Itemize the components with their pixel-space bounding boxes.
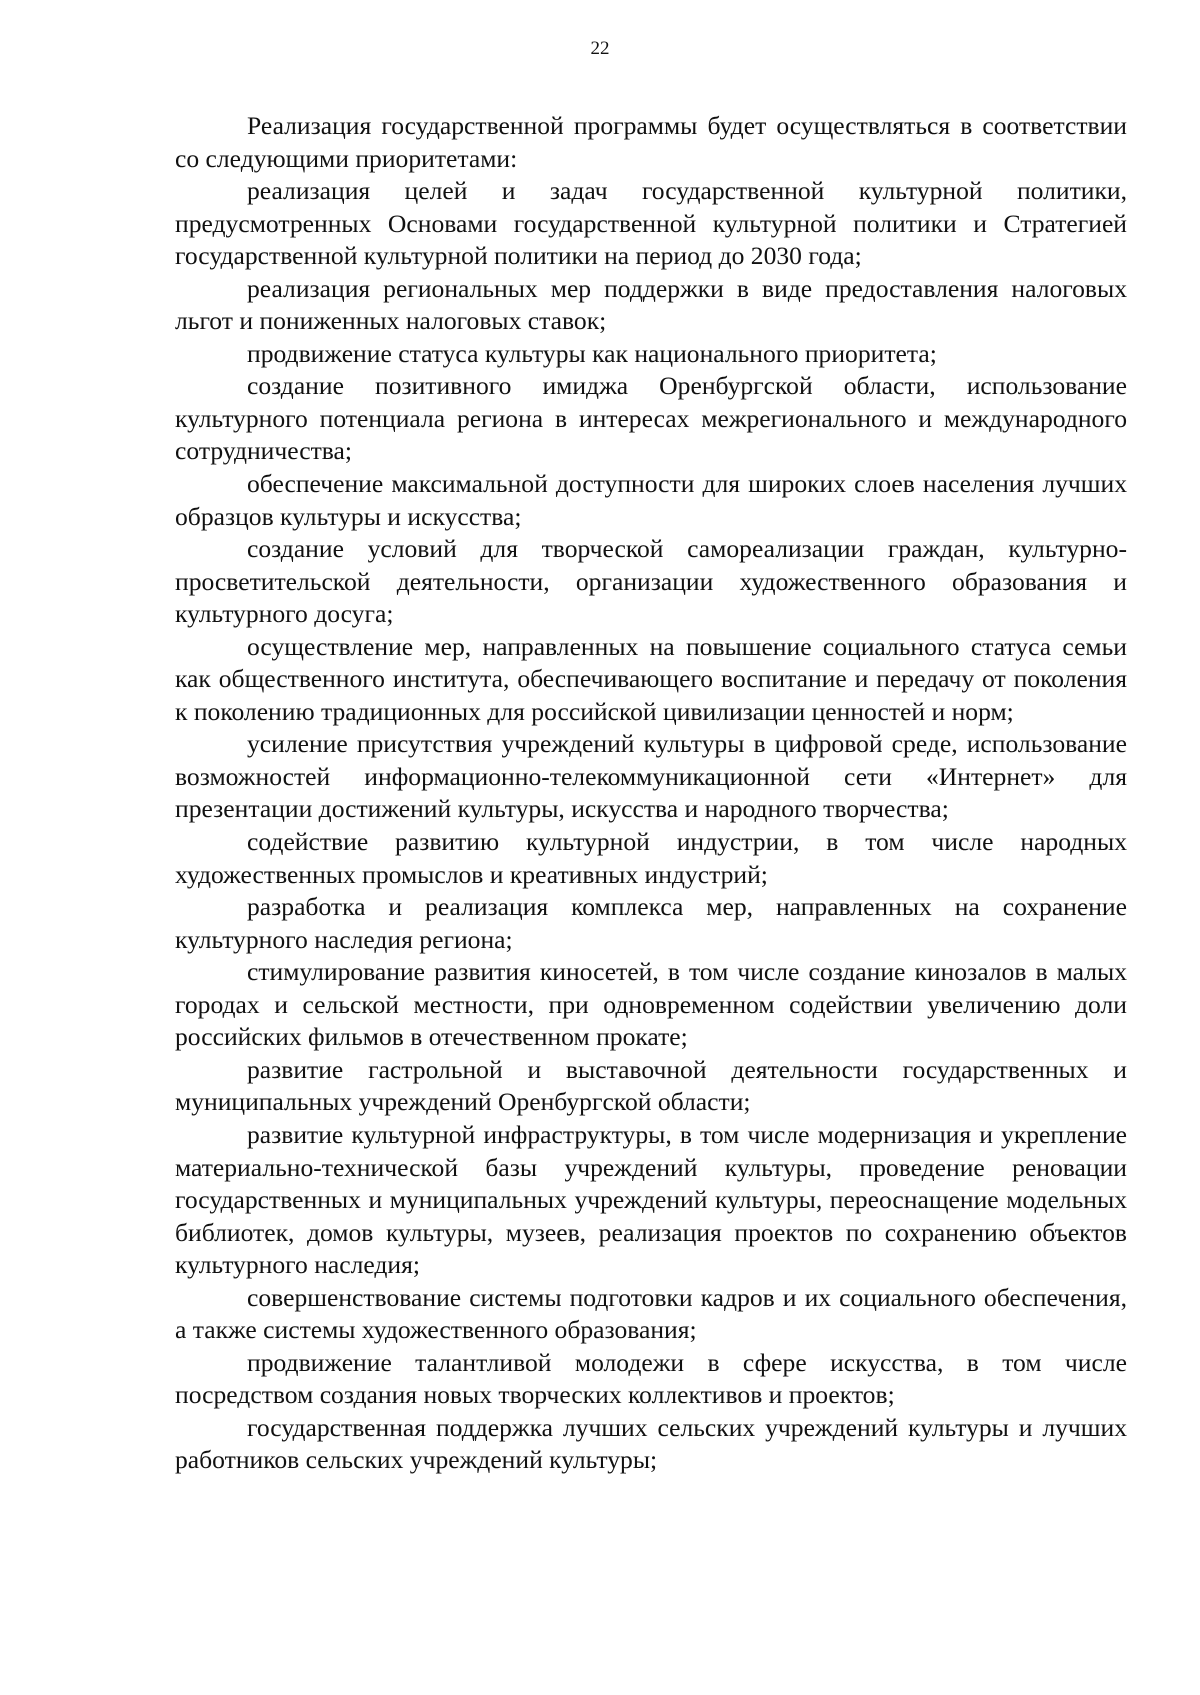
page-number: 22 <box>590 38 610 59</box>
paragraph-intro: Реализация государственной программы будет осуществляться в соответствии со следующими приоритетами: <box>175 111 1127 173</box>
document-body <box>175 110 1127 1477</box>
priority-item: усиление присутствия учреждений культуры в цифровой среде, использование возможностей информационно-телекоммуникационной сети «Интернет» для презентации достижений культуры, искусства и народного творчества; <box>175 729 1127 824</box>
priority-item: создание условий для творческой самореализации граждан, культурно-просветительской деятельности, организации художественного образования и культурного досуга; <box>175 534 1127 629</box>
priority-item: содействие развитию культурной индустрии, в том числе народных художественных промыслов и креативных индустрий; <box>175 827 1127 889</box>
priority-item: обеспечение максимальной доступности для широких слоев населения лучших образцов культуры и искусства; <box>175 469 1127 531</box>
priority-item: продвижение талантливой молодежи в сфере искусства, в том числе посредством создания новых творческих коллективов и проектов; <box>175 1347 1127 1410</box>
priority-item: разработка и реализация комплекса мер, направленных на сохранение культурного наследия региона; <box>175 892 1127 954</box>
priority-item: развитие культурной инфраструктуры, в том числе модернизация и укрепление материально-технической базы учреждений культуры, проведение реновации государственных и муниципальных учреждений культуры, переоснащение модельных библиотек, домов культуры, музеев, реализация проектов по сохранению объектов культурного наследия; <box>175 1119 1127 1280</box>
priority-item: государственная поддержка лучших сельских учреждений культуры и лучших работников сельских учреждений культуры; <box>175 1412 1127 1475</box>
priority-item: реализация целей и задач государственной культурной политики, предусмотренных Основами государственной культурной политики и Стратегией государственной культурной политики на период до 2030 года; <box>175 176 1127 271</box>
priority-item: развитие гастрольной и выставочной деятельности государственных и муниципальных учреждений Оренбургской области; <box>175 1054 1127 1117</box>
priority-item: стимулирование развития киносетей, в том числе создание кинозалов в малых городах и сельской местности, при одновременном содействии увеличению доли российских фильмов в отечественном прокате; <box>175 957 1127 1052</box>
priority-item: осуществление мер, направленных на повышение социального статуса семьи как общественного института, обеспечивающего воспитание и передачу от поколения к поколению традиционных для российской цивилизации ценностей и норм; <box>175 631 1127 726</box>
priority-item: продвижение статуса культуры как национального приоритета; <box>247 338 937 368</box>
priority-item: реализация региональных мер поддержки в виде предоставления налоговых льгот и пониженных налоговых ставок; <box>175 273 1127 336</box>
priority-item: совершенствование системы подготовки кадров и их социального обеспечения, а также системы художественного образования; <box>175 1282 1127 1345</box>
priority-item: создание позитивного имиджа Оренбургской области, использование культурного потенциала региона в интересах межрегионального и международного сотрудничества; <box>175 371 1127 466</box>
